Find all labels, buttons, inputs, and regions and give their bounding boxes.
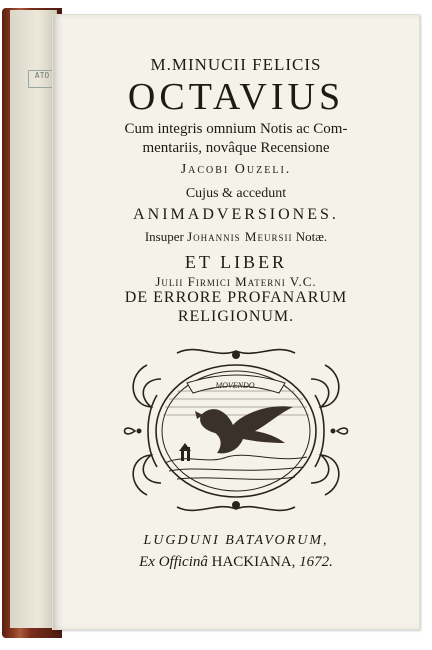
flyleaf — [10, 10, 57, 628]
subtitle-line-1: Cum integris omnium Notis ac Com- — [124, 121, 348, 137]
author-line: M.MINUCII FELICIS — [150, 55, 322, 74]
device-motto: MOVENDO. — [215, 381, 257, 390]
imprint-prefix: Ex Officinâ — [139, 554, 208, 570]
animadversiones-line: ANIMADVERSIONES. — [133, 206, 339, 223]
insuper-word: Insuper — [144, 229, 184, 244]
place-line: LUGDUNI BATAVORUM, — [143, 533, 329, 548]
firmicus-line: Julii Firmici Materni V.C. — [155, 274, 317, 289]
et-liber-line: ET LIBER — [184, 252, 288, 272]
meursius-line — [53, 229, 419, 245]
flyleaf-stamp: ATO — [28, 70, 56, 88]
accedunt-line: Cujus & accedunt — [185, 186, 287, 201]
book-title: OCTAVIUS — [127, 76, 345, 118]
de-errore-line: DE ERRORE PROFANARUM — [124, 289, 348, 306]
printer-name: HACKIANA, — [211, 554, 296, 570]
subtitle-line-2: mentariis, novâque Recensione — [142, 140, 330, 156]
notae-word: Notæ. — [295, 229, 328, 244]
religionum-line: RELIGIONUM. — [177, 308, 295, 325]
title-page — [52, 14, 420, 630]
editor-line: Jacobi Ouzeli. — [180, 162, 292, 177]
imprint-line — [53, 554, 419, 571]
meursius-name: Johannis Meursii — [187, 229, 293, 244]
imprint-year: 1672. — [299, 554, 333, 570]
printers-device — [117, 345, 355, 515]
